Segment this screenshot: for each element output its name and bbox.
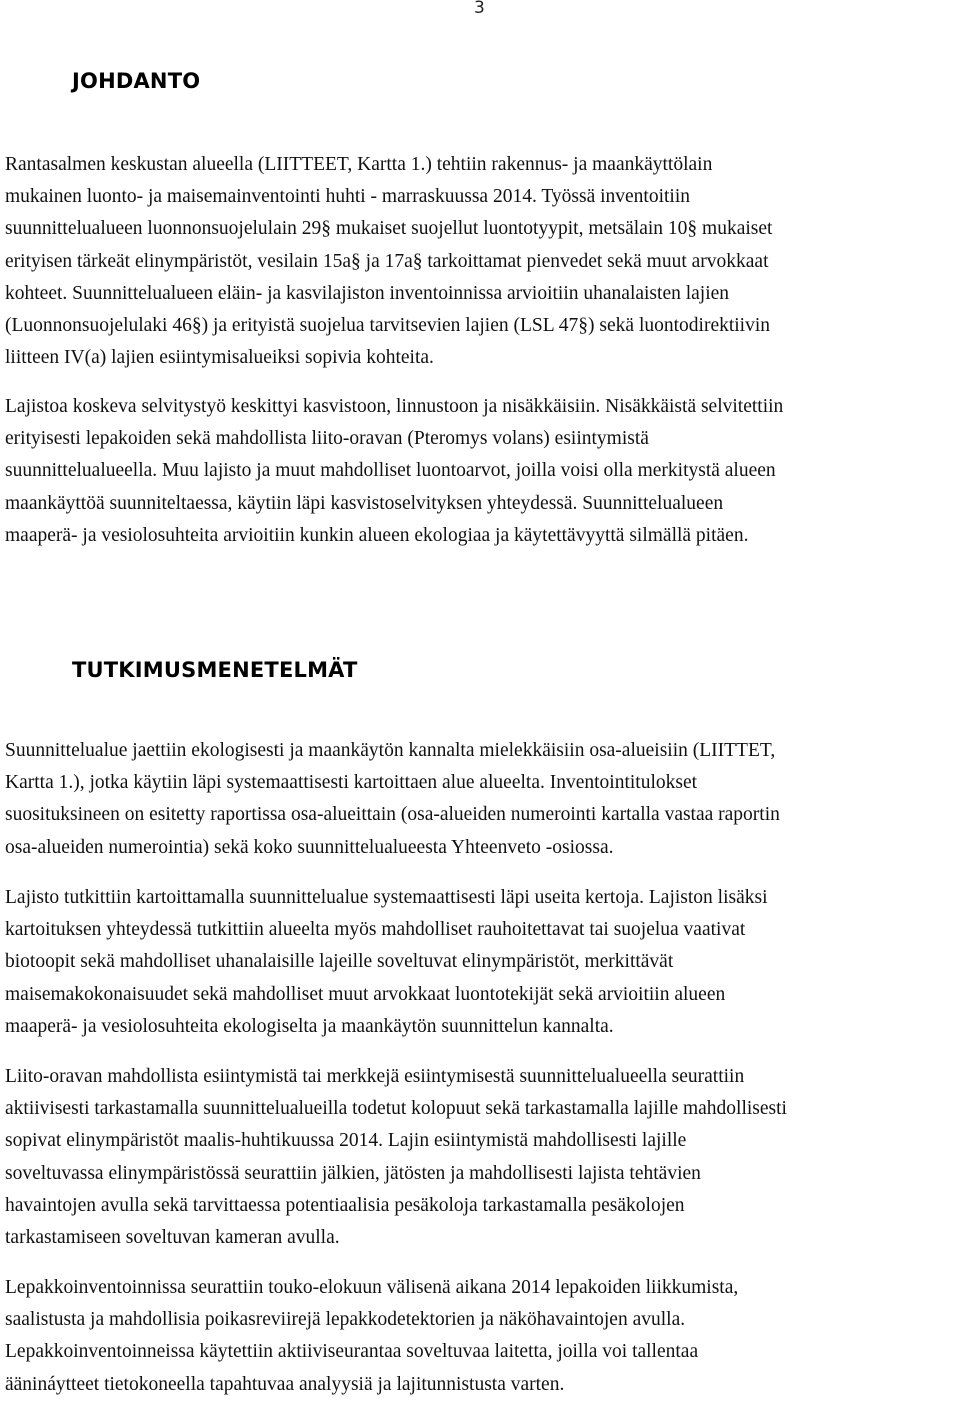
text-line: kartoituksen yhteydessä tutkittiin alueelta myös mahdolliset rauhoitettavat tai suojelua vaativat bbox=[5, 919, 746, 941]
text-line: havaintojen avulla sekä tarvittaessa potentiaalisia pesäkoloja tarkastamalla pesäkolojen bbox=[5, 1194, 685, 1216]
section-heading-johdanto: JOHDANTO bbox=[72, 69, 201, 93]
text-line: saalistusta ja mahdollisia poikasreviirejä lepakkodetektorien ja näköhavaintojen avulla. bbox=[5, 1309, 686, 1331]
text-line: Lajisto tutkittiin kartoittamalla suunnittelualue systemaattisesti läpi useita kertoja. Lajiston lisäksi bbox=[5, 887, 768, 908]
text-line: liitteen IV(a) lajien esiintymisalueiksi sopivia kohteita. bbox=[5, 347, 434, 369]
paragraph-methods-1 bbox=[5, 735, 960, 864]
text-line: Rantasalmen keskustan alueella (LIITTEET, Kartta 1.) tehtiin rakennus- ja maankäyttölain bbox=[5, 154, 713, 175]
text-line: Lepakkoinventoinneissa käytettiin aktiiviseurantaa soveltuvaa laitetta, joilla voi tallentaa bbox=[5, 1341, 699, 1363]
text-line: Kartta 1.), jotka käytiin läpi systemaattisesti kartoittaen alue alueelta. Inventointitulokset bbox=[5, 772, 698, 794]
text-line: erityisen tärkeät elinympäristöt, vesilain 15a§ ja 17a§ tarkoittamat pienvedet sekä muut arvokkaat bbox=[5, 250, 769, 272]
text-line: sopivat elinympäristöt maalis-huhtikuussa 2014. Lajin esiintymistä mahdollisesti lajille bbox=[5, 1130, 687, 1152]
text-line: maaperä- ja vesiolosuhteita arvioitiin kunkin alueen ekologiaa ja käytettävyyttä silmällä pitäen. bbox=[5, 524, 749, 546]
text-line: kohteet. Suunnittelualueen eläin- ja kasvilajiston inventoinnissa arvioitiin uhanalaisten lajien bbox=[5, 282, 730, 304]
section-heading-tutkimusmenetelmat: TUTKIMUSMENETELMÄT bbox=[72, 658, 358, 682]
text-line: suunnittelualueella. Muu lajisto ja muut mahdolliset luontoarvot, joilla voisi olla merkitystä alueen bbox=[5, 460, 776, 482]
paragraph-methods-4 bbox=[5, 1272, 960, 1401]
paragraph-intro-1 bbox=[5, 149, 960, 374]
text-line: Suunnittelualue jaettiin ekologisesti ja maankäytön kannalta mielekkäisiin osa-alueisiin (LIITTET, bbox=[5, 740, 776, 761]
text-line: maaperä- ja vesiolosuhteita ekologiselta ja maankäytön suunnittelun kannalta. bbox=[5, 1015, 614, 1037]
text-line: Lajistoa koskeva selvitystyö keskittyi kasvistoon, linnustoon ja nisäkkäisiin. Nisäkkäistä selvitettiin bbox=[5, 396, 784, 417]
text-line: äänináytteet tietokoneella tapahtuvaa analyysiä ja lajitunnistusta varten. bbox=[5, 1373, 565, 1395]
text-line: tarkastamiseen soveltuvan kameran avulla. bbox=[5, 1227, 340, 1249]
text-line: erityisesti lepakoiden sekä mahdollista liito-oravan (Pteromys volans) esiintymistä bbox=[5, 428, 649, 450]
text-line: suunnittelualueen luonnonsuojelulain 29§ mukaiset suojellut luontotyypit, metsälain 10§ mukaiset bbox=[5, 218, 773, 240]
text-line: mukainen luonto- ja maisemainventointi huhti - marraskuussa 2014. Työssä inventoitiin bbox=[5, 186, 691, 208]
paragraph-methods-3 bbox=[5, 1061, 960, 1254]
text-line: biotoopit sekä mahdolliset uhanalaisille lajeille soveltuvat elinympäristöt, merkittävät bbox=[5, 951, 674, 973]
text-line: maankäyttöä suunniteltaessa, käytiin läpi kasvistoselvityksen yhteydessä. Suunnittelualueen bbox=[5, 492, 724, 514]
page-number: 3 bbox=[474, 0, 485, 18]
paragraph-methods-2 bbox=[5, 882, 960, 1043]
text-line: suosituksineen on esitetty raportissa osa-alueittain (osa-alueiden numerointi kartalla vastaa raportin bbox=[5, 804, 780, 826]
text-line: (Luonnonsuojelulaki 46§) ja erityistä suojelua tarvitsevien lajien (LSL 47§) sekä luontodirektiivin bbox=[5, 315, 771, 337]
text-line: Lepakkoinventoinnissa seurattiin touko-elokuun välisenä aikana 2014 lepakoiden liikkumista, bbox=[5, 1277, 739, 1298]
text-line: osa-alueiden numerointia) sekä koko suunnittelualueesta Yhteenveto -osiossa. bbox=[5, 836, 614, 858]
text-line: Liito-oravan mahdollista esiintymistä tai merkkejä esiintymisestä suunnittelualueella seurattiin bbox=[5, 1066, 745, 1087]
paragraph-intro-2 bbox=[5, 391, 960, 552]
text-line: aktiivisesti tarkastamalla suunnittelualueilla todetut kolopuut sekä tarkastamalla lajille mahdollisesti bbox=[5, 1098, 787, 1120]
text-line: maisemakokonaisuudet sekä mahdolliset muut arvokkaat luontotekijät sekä arvioitiin alueen bbox=[5, 983, 726, 1005]
text-line: soveltuvassa elinympäristössä seurattiin jälkien, jätösten ja mahdollisesti lajista tehtävien bbox=[5, 1162, 701, 1184]
